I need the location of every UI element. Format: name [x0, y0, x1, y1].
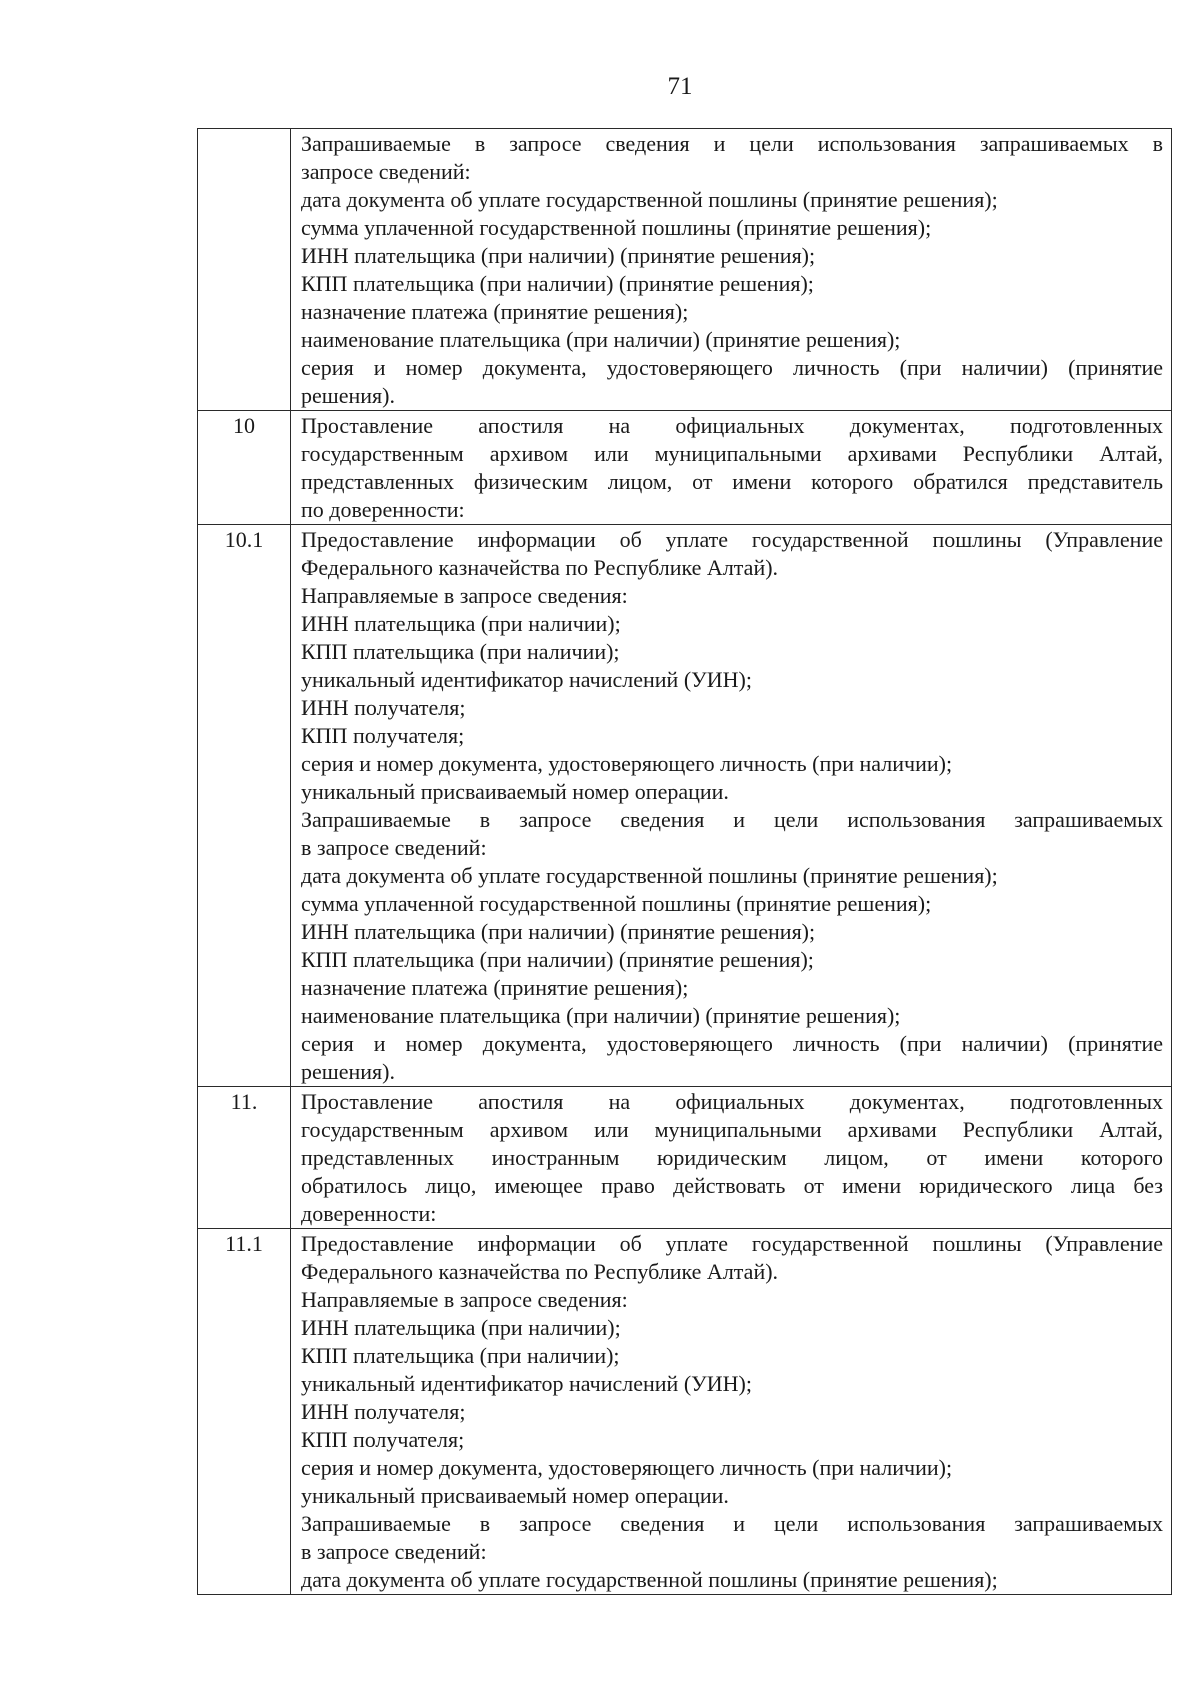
text-line: дата документа об уплате государственной пошлины (принятие решения); [301, 187, 998, 212]
text-line: КПП получателя; [301, 723, 465, 748]
text-line: серия и номер документа, удостоверяющего личность (при наличии) (принятие [301, 355, 1163, 380]
text-line: сумма уплаченной государственной пошлины (принятие решения); [301, 891, 932, 916]
text-line: дата документа об уплате государственной пошлины (принятие решения); [301, 863, 998, 888]
table-row [198, 129, 1172, 411]
table-row [198, 1229, 1172, 1595]
text-line: обратилось лицо, имеющее право действовать от имени юридического лица без [301, 1173, 1163, 1198]
text-line: уникальный идентификатор начислений (УИН); [301, 1371, 752, 1396]
services-table [197, 128, 1172, 1595]
text-line: ИНН получателя; [301, 695, 466, 720]
text-line: запросе сведений: [301, 159, 471, 184]
text-line: Запрашиваемые в запросе сведения и цели использования запрашиваемых в [301, 131, 1163, 156]
text-line: уникальный присваиваемый номер операции. [301, 1483, 729, 1508]
text-line: Проставление апостиля на официальных документах, подготовленных [301, 413, 1163, 438]
table-body [198, 129, 1172, 1595]
row-text [291, 411, 1172, 525]
text-line: доверенности: [301, 1201, 437, 1226]
table-row [198, 525, 1172, 1087]
text-line: Направляемые в запросе сведения: [301, 1287, 628, 1312]
row-text [291, 1087, 1172, 1229]
text-line: ИНН плательщика (при наличии) (принятие решения); [301, 243, 816, 268]
row-text [291, 525, 1172, 1087]
row-number: 10 [198, 411, 291, 525]
text-line: уникальный идентификатор начислений (УИН); [301, 667, 752, 692]
text-line: Федерального казначейства по Республике Алтай). [301, 1259, 779, 1284]
text-line: ИНН получателя; [301, 1399, 466, 1424]
text-line: Проставление апостиля на официальных документах, подготовленных [301, 1089, 1163, 1114]
text-line: наименование плательщика (при наличии) (принятие решения); [301, 1003, 901, 1028]
text-line: назначение платежа (принятие решения); [301, 975, 689, 1000]
text-line: Предоставление информации об уплате государственной пошлины (Управление [301, 1231, 1163, 1256]
text-line: КПП плательщика (при наличии) (принятие решения); [301, 271, 814, 296]
row-text [291, 129, 1172, 411]
text-line: Направляемые в запросе сведения: [301, 583, 628, 608]
text-line: КПП плательщика (при наличии); [301, 1343, 620, 1368]
text-line: в запросе сведений: [301, 1539, 487, 1564]
row-number: 11. [198, 1087, 291, 1229]
page-number: 71 [667, 73, 693, 100]
text-line: представленных физическим лицом, от имени которого обратился представитель [301, 469, 1163, 494]
text-line: представленных иностранным юридическим лицом, от имени которого [301, 1145, 1163, 1170]
text-line: назначение платежа (принятие решения); [301, 299, 689, 324]
text-line: в запросе сведений: [301, 835, 487, 860]
text-line: наименование плательщика (при наличии) (принятие решения); [301, 327, 901, 352]
row-number: 10.1 [198, 525, 291, 1087]
row-text [291, 1229, 1172, 1595]
text-line: серия и номер документа, удостоверяющего личность (при наличии); [301, 1455, 953, 1480]
text-line: Запрашиваемые в запросе сведения и цели использования запрашиваемых [301, 807, 1163, 832]
text-line: решения). [301, 383, 395, 408]
text-line: Запрашиваемые в запросе сведения и цели использования запрашиваемых [301, 1511, 1163, 1536]
text-line: серия и номер документа, удостоверяющего личность (при наличии); [301, 751, 953, 776]
table-row [198, 1087, 1172, 1229]
row-number [198, 129, 291, 411]
text-line: решения). [301, 1059, 395, 1084]
text-line: по доверенности: [301, 497, 465, 522]
text-line: Федерального казначейства по Республике Алтай). [301, 555, 779, 580]
text-line: государственным архивом или муниципальными архивами Республики Алтай, [301, 1117, 1163, 1142]
text-line: уникальный присваиваемый номер операции. [301, 779, 729, 804]
text-line: государственным архивом или муниципальными архивами Республики Алтай, [301, 441, 1163, 466]
text-line: дата документа об уплате государственной пошлины (принятие решения); [301, 1567, 998, 1592]
text-line: ИНН плательщика (при наличии) (принятие решения); [301, 919, 816, 944]
text-line: КПП плательщика (при наличии) (принятие решения); [301, 947, 814, 972]
row-number: 11.1 [198, 1229, 291, 1595]
table-row [198, 411, 1172, 525]
text-line: КПП плательщика (при наличии); [301, 639, 620, 664]
text-line: ИНН плательщика (при наличии); [301, 1315, 621, 1340]
text-line: сумма уплаченной государственной пошлины (принятие решения); [301, 215, 932, 240]
text-line: КПП получателя; [301, 1427, 465, 1452]
text-line: ИНН плательщика (при наличии); [301, 611, 621, 636]
text-line: Предоставление информации об уплате государственной пошлины (Управление [301, 527, 1163, 552]
text-line: серия и номер документа, удостоверяющего личность (при наличии) (принятие [301, 1031, 1163, 1056]
